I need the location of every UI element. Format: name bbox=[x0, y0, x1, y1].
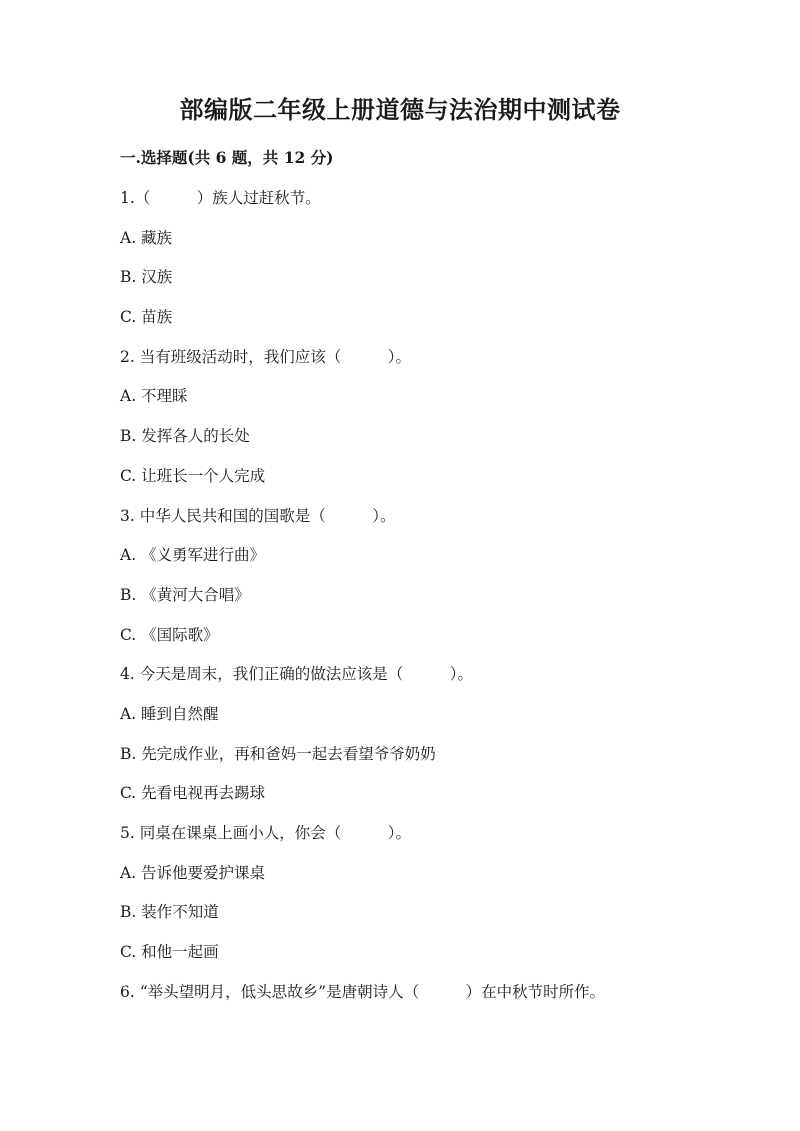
question-4-option-b: B. 先完成作业，再和爸妈一起去看望爷爷奶奶 bbox=[120, 744, 436, 763]
question-1-stem: 1.（ ）族人过赶秋节。 bbox=[120, 189, 321, 207]
question-2-option-c: C. 让班长一个人完成 bbox=[120, 466, 266, 485]
question-1-option-a: A. 藏族 bbox=[120, 228, 173, 247]
question-5-option-c: C. 和他一起画 bbox=[120, 943, 219, 962]
question-4-option-c: C. 先看电视再去踢球 bbox=[120, 784, 266, 803]
question-list bbox=[120, 184, 720, 1017]
question-3-stem: 3. 中华人民共和国的国歌是（ ）。 bbox=[120, 506, 396, 525]
question-1-option-c: C. 苗族 bbox=[120, 308, 173, 327]
question-5-stem: 5. 同桌在课桌上画小人，你会（ ）。 bbox=[120, 824, 411, 842]
question-4-stem: 4. 今天是周末，我们正确的做法应该是（ ）。 bbox=[120, 665, 473, 684]
question-2-option-b: B. 发挥各人的长处 bbox=[120, 427, 250, 446]
question-2-stem: 2. 当有班级活动时，我们应该（ ）。 bbox=[120, 347, 411, 366]
question-3-option-c: C. 《国际歌》 bbox=[120, 625, 219, 644]
question-2-option-a: A. 不理睬 bbox=[120, 387, 188, 406]
question-3-option-a: A. 《义勇军进行曲》 bbox=[120, 546, 266, 565]
section-heading: 一.选择题(共 6 题，共 12 分) bbox=[120, 148, 334, 167]
question-4-option-a: A. 睡到自然醒 bbox=[120, 704, 219, 723]
question-6-stem: 6. “举头望明月，低头思故乡”是唐朝诗人（ ）在中秋节时所作。 bbox=[120, 982, 606, 1001]
question-5-option-a: A. 告诉他要爱护课桌 bbox=[120, 863, 266, 882]
question-5-option-b: B. 装作不知道 bbox=[120, 903, 219, 922]
page-title: 部编版二年级上册道德与法治期中测试卷 bbox=[179, 95, 621, 124]
question-3-option-b: B. 《黄河大合唱》 bbox=[120, 585, 250, 604]
question-1-option-b: B. 汉族 bbox=[120, 268, 173, 287]
